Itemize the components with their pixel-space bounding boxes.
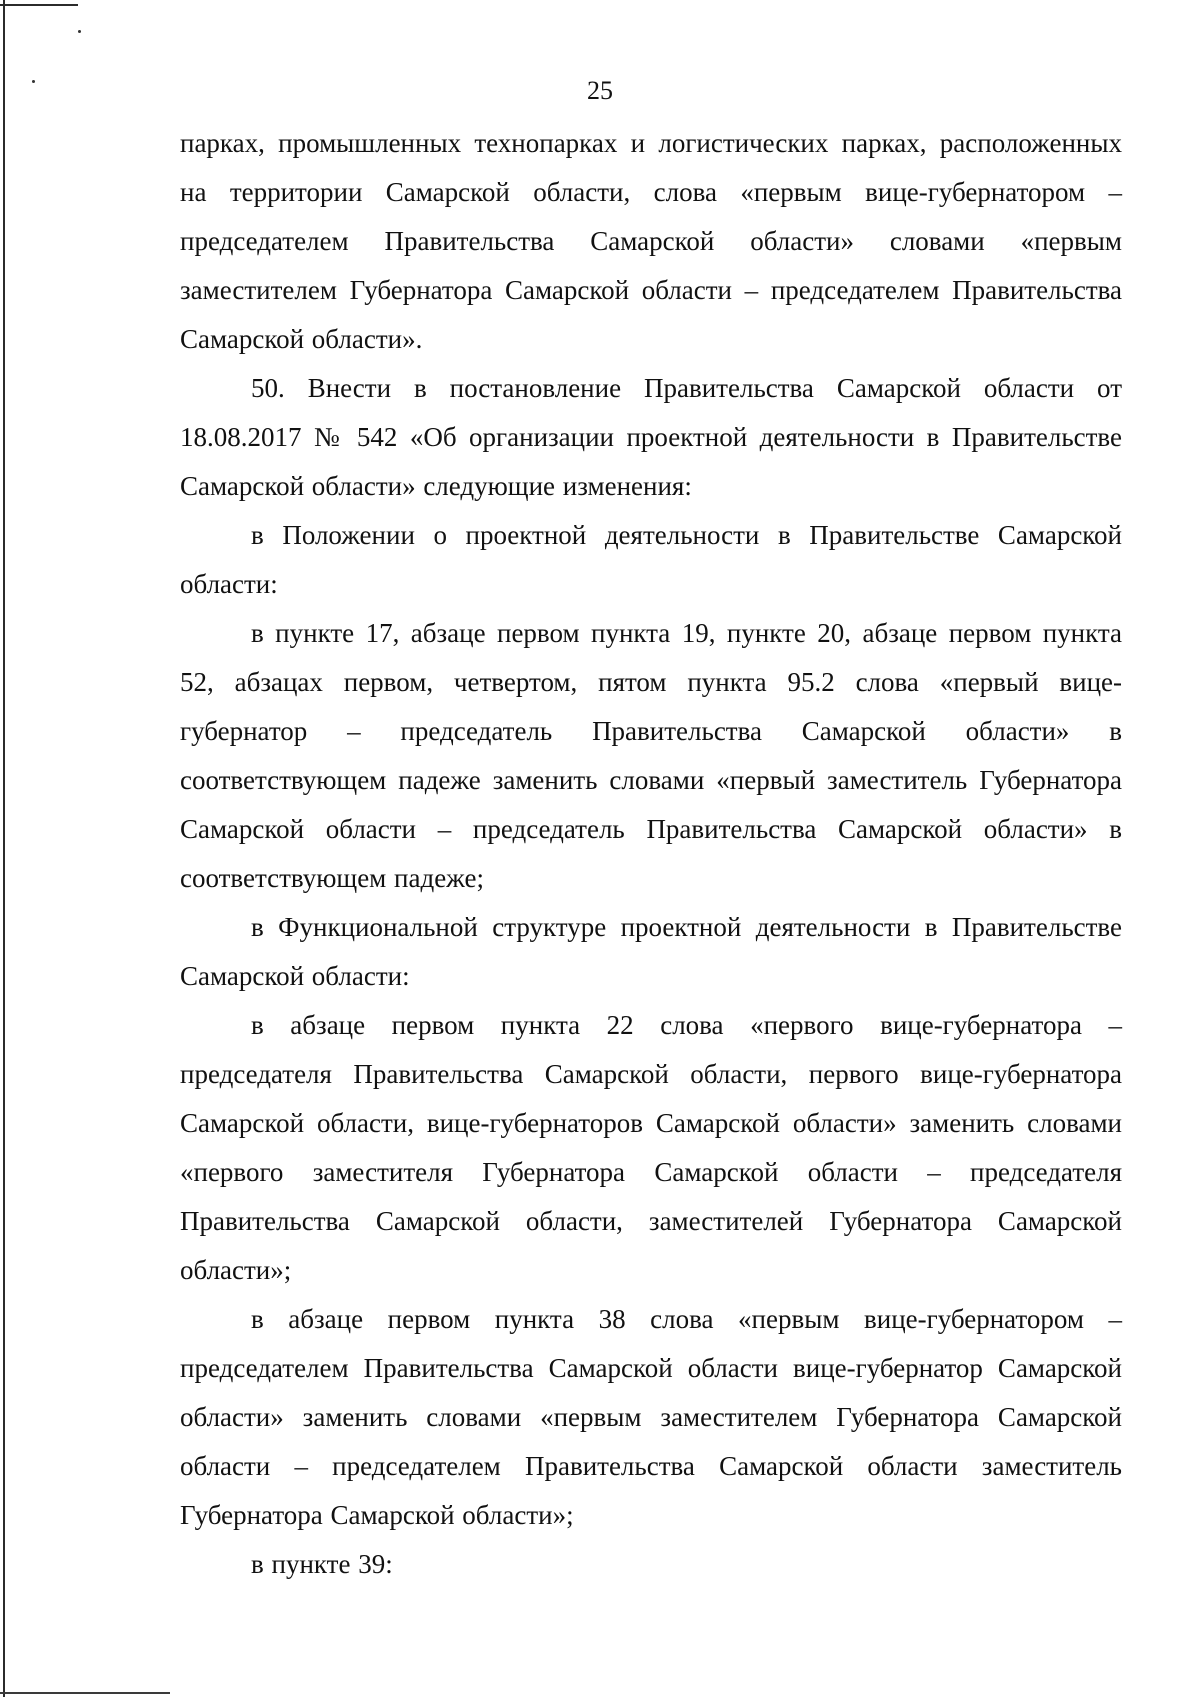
paragraph: в абзаце первом пункта 22 слова «первого вице-губернатора – председателя Правительства Самарской области, первого вице-губернатора Самарской области, вице-губернаторов Самарской области» заменить словами «первого заместителя Губернатора Самарской области – председателя Правительства Самарской области, заместителей Губернатора Самарской области»;: [180, 1010, 1122, 1285]
scan-edge-left: [3, 0, 5, 1697]
page-number: 25: [587, 76, 613, 105]
scan-speck: [78, 30, 81, 33]
paragraph: парках, промышленных технопарках и логистических парках, расположенных на территории Самарской области, слова «первым вице-губернатором – председателем Правительства Самарской области» словами «первым заместителем Губернатора Самарской области – председателем Правительства Самарской области».: [180, 128, 1122, 354]
paragraph: в Положении о проектной деятельности в Правительстве Самарской области:: [180, 520, 1122, 599]
document-body: [180, 119, 1122, 1589]
paragraph: в пункте 39:: [251, 1549, 393, 1579]
paragraph: в абзаце первом пункта 38 слова «первым вице-губернатором – председателем Правительства Самарской области вице-губернатор Самарской области» заменить словами «первым заместителем Губернатора Самарской области – председателем Правительства Самарской области заместитель Губернатора Самарской области»;: [180, 1304, 1122, 1530]
scan-edge-bottom: [0, 1692, 170, 1694]
paragraph: в пункте 17, абзаце первом пункта 19, пункте 20, абзаце первом пункта 52, абзацах первом, четвертом, пятом пункта 95.2 слова «первый вице-губернатор – председатель Правительства Самарской области» в соответствующем падеже заменить словами «первый заместитель Губернатора Самарской области – председатель Правительства Самарской области» в соответствующем падеже;: [180, 618, 1122, 893]
paragraph: в Функциональной структуре проектной деятельности в Правительстве Самарской области:: [180, 912, 1122, 991]
paragraph: 50. Внести в постановление Правительства Самарской области от 18.08.2017 № 542 «Об организации проектной деятельности в Правительстве Самарской области» следующие изменения:: [180, 373, 1122, 501]
scan-edge-top: [0, 4, 78, 6]
